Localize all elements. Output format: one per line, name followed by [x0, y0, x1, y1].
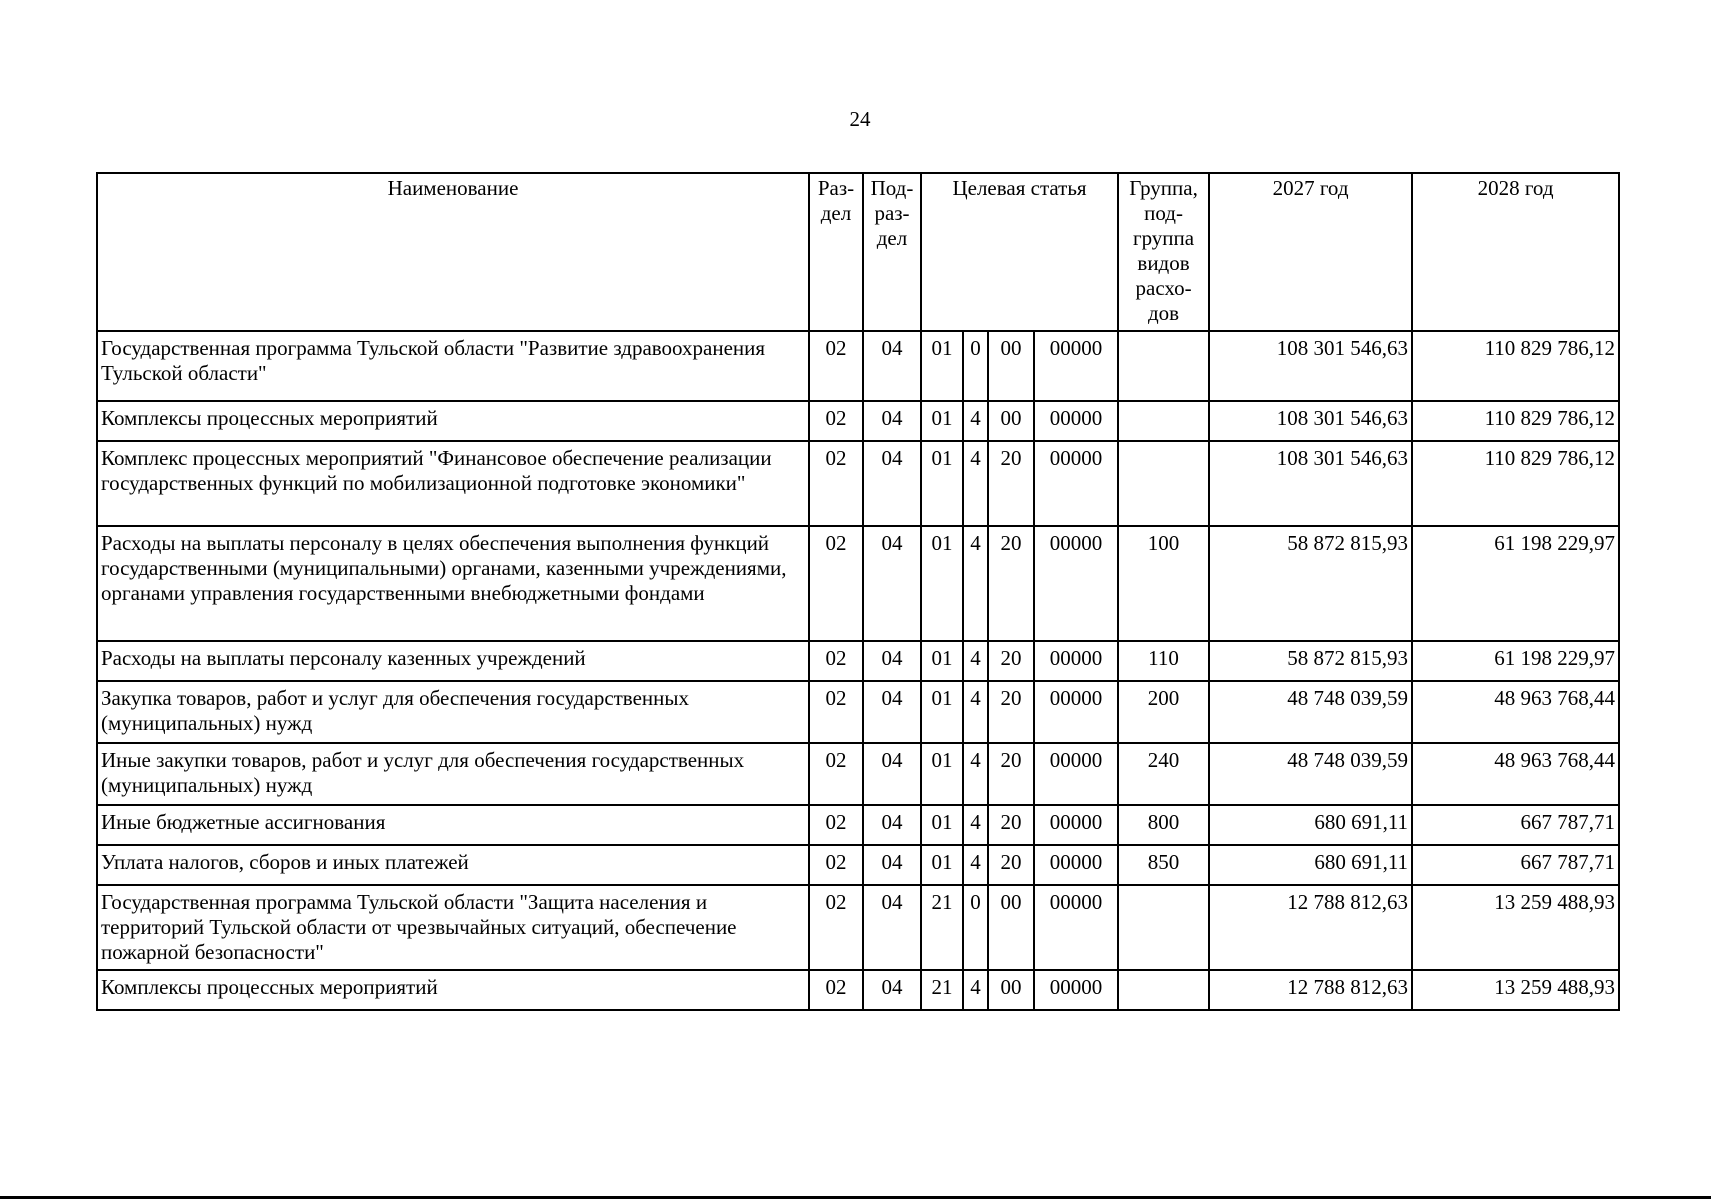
cell-section: 02 — [809, 526, 863, 641]
page-number: 24 — [849, 107, 871, 131]
cell-target-program: 21 — [921, 970, 963, 1010]
cell-target-complex: 00 — [988, 885, 1034, 970]
cell-amount-2027: 12 788 812,63 — [1209, 970, 1412, 1010]
header-group — [1118, 173, 1209, 331]
cell-target-program: 01 — [921, 526, 963, 641]
cell-target-type: 4 — [963, 526, 988, 641]
cell-name: Расходы на выплаты персоналу в целях обеспечения выполнения функций государственными (муниципальными) органами, казенными учреждениями, органами управления государственными внебюджетными фондами — [97, 526, 809, 641]
cell-target-direction: 00000 — [1034, 885, 1118, 970]
header-2027: 2027 год — [1209, 173, 1412, 331]
cell-subsection: 04 — [863, 641, 921, 681]
cell-subsection: 04 — [863, 331, 921, 401]
table-row — [97, 401, 1619, 441]
table-row — [97, 331, 1619, 401]
cell-name: Уплата налогов, сборов и иных платежей — [97, 845, 809, 885]
table-row — [97, 845, 1619, 885]
header-section-label: Раз-дел — [817, 176, 855, 225]
cell-target-direction: 00000 — [1034, 743, 1118, 805]
cell-amount-2028: 667 787,71 — [1412, 805, 1619, 845]
cell-target-program: 01 — [921, 845, 963, 885]
cell-target-direction: 00000 — [1034, 681, 1118, 743]
cell-target-type: 4 — [963, 401, 988, 441]
header-group-label: Группа, под-группа видов расхо-дов — [1129, 176, 1198, 325]
cell-amount-2027: 108 301 546,63 — [1209, 401, 1412, 441]
cell-target-complex: 00 — [988, 401, 1034, 441]
cell-amount-2028: 48 963 768,44 — [1412, 681, 1619, 743]
header-subsection-label: Под-раз-дел — [870, 176, 914, 250]
cell-subsection: 04 — [863, 743, 921, 805]
cell-section: 02 — [809, 885, 863, 970]
cell-target-complex: 20 — [988, 526, 1034, 641]
cell-target-complex: 20 — [988, 743, 1034, 805]
cell-amount-2027: 108 301 546,63 — [1209, 331, 1412, 401]
cell-section: 02 — [809, 805, 863, 845]
cell-subsection: 04 — [863, 681, 921, 743]
header-2028: 2028 год — [1412, 173, 1619, 331]
header-name: Наименование — [97, 173, 809, 331]
cell-target-program: 01 — [921, 681, 963, 743]
cell-name: Комплекс процессных мероприятий "Финансовое обеспечение реализации государственных функций по мобилизационной подготовке экономики" — [97, 441, 809, 526]
cell-subsection: 04 — [863, 401, 921, 441]
cell-expense-group — [1118, 885, 1209, 970]
cell-section: 02 — [809, 441, 863, 526]
cell-target-direction: 00000 — [1034, 845, 1118, 885]
cell-expense-group — [1118, 970, 1209, 1010]
cell-target-direction: 00000 — [1034, 526, 1118, 641]
page-bottom-rule — [0, 1196, 1711, 1199]
cell-target-type: 0 — [963, 331, 988, 401]
cell-target-direction: 00000 — [1034, 441, 1118, 526]
cell-expense-group — [1118, 331, 1209, 401]
cell-target-direction: 00000 — [1034, 331, 1118, 401]
table-row — [97, 970, 1619, 1010]
cell-amount-2027: 680 691,11 — [1209, 845, 1412, 885]
cell-target-program: 01 — [921, 441, 963, 526]
cell-target-type: 4 — [963, 441, 988, 526]
table-row — [97, 743, 1619, 805]
cell-name: Иные закупки товаров, работ и услуг для обеспечения государственных (муниципальных) нужд — [97, 743, 809, 805]
cell-section: 02 — [809, 401, 863, 441]
cell-amount-2027: 48 748 039,59 — [1209, 743, 1412, 805]
cell-target-type: 4 — [963, 970, 988, 1010]
cell-expense-group — [1118, 401, 1209, 441]
header-subsection — [863, 173, 921, 331]
cell-name: Комплексы процессных мероприятий — [97, 970, 809, 1010]
cell-target-complex: 00 — [988, 970, 1034, 1010]
header-target: Целевая статья — [921, 173, 1118, 331]
table-body — [97, 331, 1619, 1010]
cell-expense-group: 110 — [1118, 641, 1209, 681]
cell-subsection: 04 — [863, 526, 921, 641]
cell-section: 02 — [809, 641, 863, 681]
table-row — [97, 441, 1619, 526]
header-row — [97, 173, 1619, 331]
cell-section: 02 — [809, 845, 863, 885]
cell-expense-group: 800 — [1118, 805, 1209, 845]
cell-subsection: 04 — [863, 970, 921, 1010]
cell-target-program: 01 — [921, 331, 963, 401]
cell-target-program: 01 — [921, 401, 963, 441]
cell-amount-2028: 13 259 488,93 — [1412, 885, 1619, 970]
cell-subsection: 04 — [863, 441, 921, 526]
cell-name: Расходы на выплаты персоналу казенных учреждений — [97, 641, 809, 681]
cell-target-program: 01 — [921, 641, 963, 681]
cell-target-complex: 20 — [988, 805, 1034, 845]
budget-table — [96, 172, 1620, 1011]
cell-amount-2028: 48 963 768,44 — [1412, 743, 1619, 805]
cell-expense-group: 850 — [1118, 845, 1209, 885]
cell-target-type: 4 — [963, 641, 988, 681]
cell-target-program: 01 — [921, 805, 963, 845]
cell-subsection: 04 — [863, 885, 921, 970]
cell-target-complex: 00 — [988, 331, 1034, 401]
cell-amount-2027: 48 748 039,59 — [1209, 681, 1412, 743]
cell-expense-group: 200 — [1118, 681, 1209, 743]
cell-amount-2027: 108 301 546,63 — [1209, 441, 1412, 526]
cell-amount-2028: 110 829 786,12 — [1412, 401, 1619, 441]
cell-expense-group: 240 — [1118, 743, 1209, 805]
cell-target-type: 4 — [963, 845, 988, 885]
table-row — [97, 805, 1619, 845]
cell-target-direction: 00000 — [1034, 970, 1118, 1010]
cell-section: 02 — [809, 331, 863, 401]
cell-subsection: 04 — [863, 805, 921, 845]
cell-expense-group: 100 — [1118, 526, 1209, 641]
cell-name: Иные бюджетные ассигнования — [97, 805, 809, 845]
cell-amount-2027: 12 788 812,63 — [1209, 885, 1412, 970]
table-row — [97, 885, 1619, 970]
cell-expense-group — [1118, 441, 1209, 526]
cell-name: Государственная программа Тульской области "Защита населения и территорий Тульской области от чрезвычайных ситуаций, обеспечение пожарной безопасности" — [97, 885, 809, 970]
table-row — [97, 681, 1619, 743]
cell-target-direction: 00000 — [1034, 805, 1118, 845]
cell-target-type: 4 — [963, 805, 988, 845]
table-row — [97, 526, 1619, 641]
cell-name: Закупка товаров, работ и услуг для обеспечения государственных (муниципальных) нужд — [97, 681, 809, 743]
cell-amount-2028: 667 787,71 — [1412, 845, 1619, 885]
cell-amount-2028: 61 198 229,97 — [1412, 526, 1619, 641]
cell-target-direction: 00000 — [1034, 401, 1118, 441]
cell-target-complex: 20 — [988, 681, 1034, 743]
cell-target-type: 4 — [963, 743, 988, 805]
cell-target-type: 0 — [963, 885, 988, 970]
cell-target-complex: 20 — [988, 641, 1034, 681]
cell-name: Государственная программа Тульской области "Развитие здравоохранения Тульской области" — [97, 331, 809, 401]
cell-target-complex: 20 — [988, 845, 1034, 885]
cell-target-program: 01 — [921, 743, 963, 805]
cell-amount-2028: 13 259 488,93 — [1412, 970, 1619, 1010]
cell-section: 02 — [809, 681, 863, 743]
cell-amount-2028: 110 829 786,12 — [1412, 441, 1619, 526]
cell-target-complex: 20 — [988, 441, 1034, 526]
cell-amount-2027: 58 872 815,93 — [1209, 526, 1412, 641]
cell-amount-2027: 680 691,11 — [1209, 805, 1412, 845]
header-section — [809, 173, 863, 331]
cell-target-program: 21 — [921, 885, 963, 970]
cell-section: 02 — [809, 970, 863, 1010]
cell-target-direction: 00000 — [1034, 641, 1118, 681]
cell-amount-2028: 110 829 786,12 — [1412, 331, 1619, 401]
cell-section: 02 — [809, 743, 863, 805]
cell-name: Комплексы процессных мероприятий — [97, 401, 809, 441]
cell-amount-2027: 58 872 815,93 — [1209, 641, 1412, 681]
table-row — [97, 641, 1619, 681]
cell-target-type: 4 — [963, 681, 988, 743]
cell-amount-2028: 61 198 229,97 — [1412, 641, 1619, 681]
cell-subsection: 04 — [863, 845, 921, 885]
